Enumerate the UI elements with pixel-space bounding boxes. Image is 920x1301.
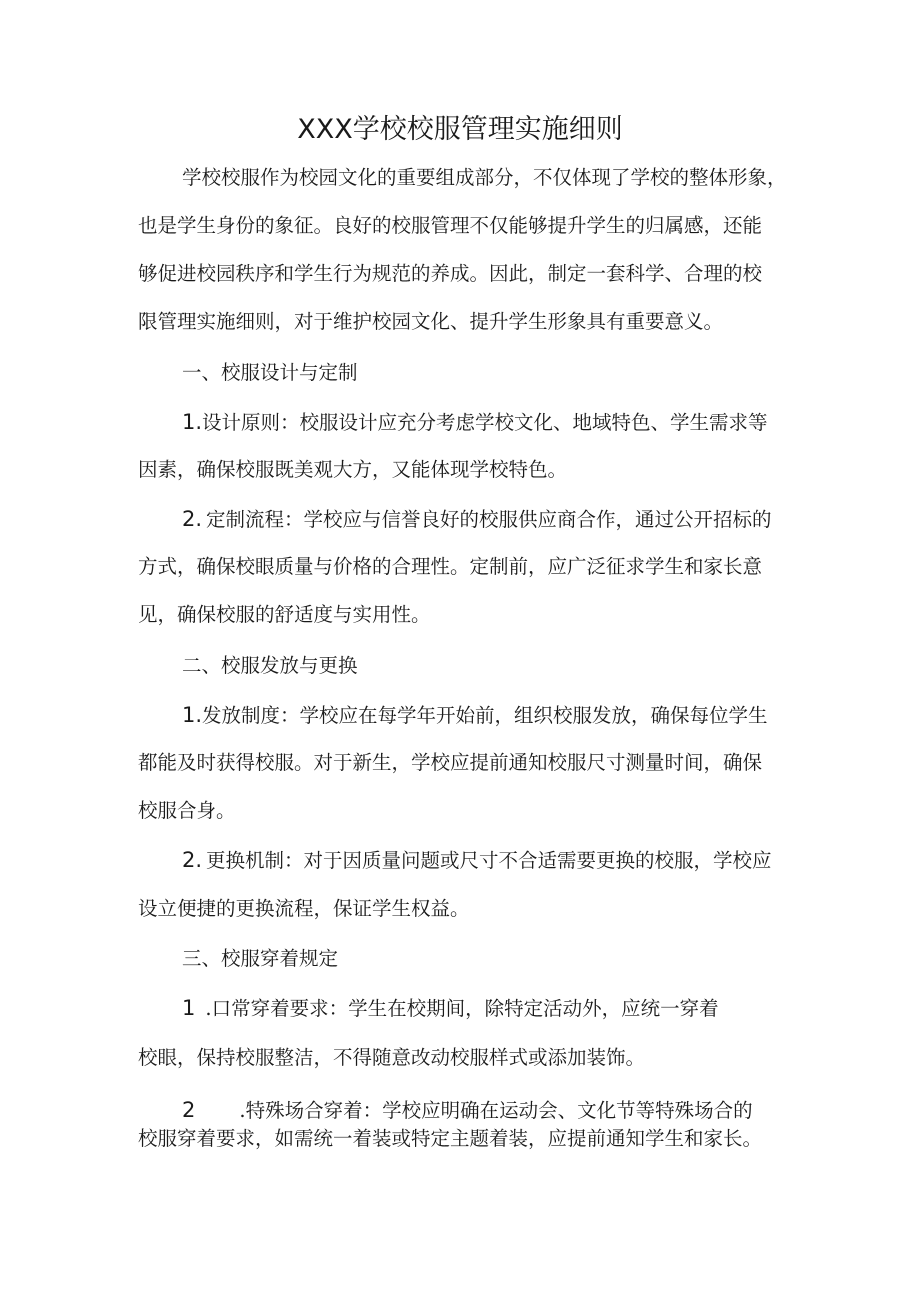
item-text-line: 校服合身。 — [138, 799, 236, 822]
item-number: 2. — [182, 848, 203, 872]
item-number: 2 — [182, 1098, 196, 1122]
item-text: 定制流程：学校应与信誉良好的校服供应商合作，通过公开招标的 — [206, 508, 772, 531]
item-text-line: 方式，确保校眼质量与价格的合理性。定制前，应广泛征求学生和家长意 — [138, 555, 763, 578]
item-text-line: 因素，确保校服既美观大方，又能体现学校特色。 — [138, 458, 568, 481]
list-item — [182, 994, 719, 1023]
list-item — [182, 846, 772, 875]
item-text-line: 校服穿着要求，如需统一着装或特定主题着装，应提前通知学生和家长。 — [138, 1127, 763, 1150]
item-text-line: 都能及时获得校服。对于新生，学校应提前通知校服尺寸测量时间，确保 — [138, 751, 763, 774]
list-item — [182, 1096, 753, 1125]
item-text: 发放制度：学校应在每学年开始前，组织校服发放，确保每位学生 — [202, 704, 768, 727]
item-text-line: 设立便捷的更换流程，保证学生权益。 — [138, 897, 470, 920]
item-text-line: 见，确保校服的舒适度与实用性。 — [138, 603, 431, 626]
item-number: 2. — [182, 507, 203, 531]
intro-line: 也是学生身份的象征。良好的校服管理不仅能够提升学生的归属感，还能 — [138, 214, 763, 237]
item-text: .特殊场合穿着：学校应明确在运动会、文化节等特殊场合的 — [239, 1099, 753, 1122]
item-text: 更换机制：对于因质量问题或尺寸不合适需要更换的校服，学校应 — [206, 849, 772, 872]
section-heading: 三、校服穿着规定 — [182, 947, 339, 970]
item-number: 1. — [182, 410, 203, 434]
list-item — [182, 505, 772, 534]
item-text: .口常穿着要求：学生在校期间，除特定活动外，应统一穿着 — [205, 997, 719, 1020]
item-text: 设计原则：校服设计应充分考虑学校文化、地域特色、学生需求等 — [202, 411, 768, 434]
item-number: 1. — [182, 703, 203, 727]
intro-line: 限管理实施细则，对于维护校园文化、提升学生形象具有重要意义。 — [138, 310, 724, 333]
intro-line: 学校校服作为校园文化的重要组成部分，不仅体现了学校的整体形象， — [182, 166, 787, 189]
intro-line: 够促进校园秩序和学生行为规范的养成。因此，制定一套科学、合理的校 — [138, 262, 763, 285]
list-item — [182, 408, 768, 437]
section-heading: 一、校服设计与定制 — [182, 361, 358, 384]
item-number: 1 — [182, 996, 196, 1020]
list-item — [182, 701, 768, 730]
document-title: XXX学校校服管理实施细则 — [297, 114, 623, 145]
section-heading: 二、校服发放与更换 — [182, 654, 358, 677]
item-text-line: 校眼，保持校服整洁，不得随意改动校服样式或添加装饰。 — [138, 1046, 646, 1069]
